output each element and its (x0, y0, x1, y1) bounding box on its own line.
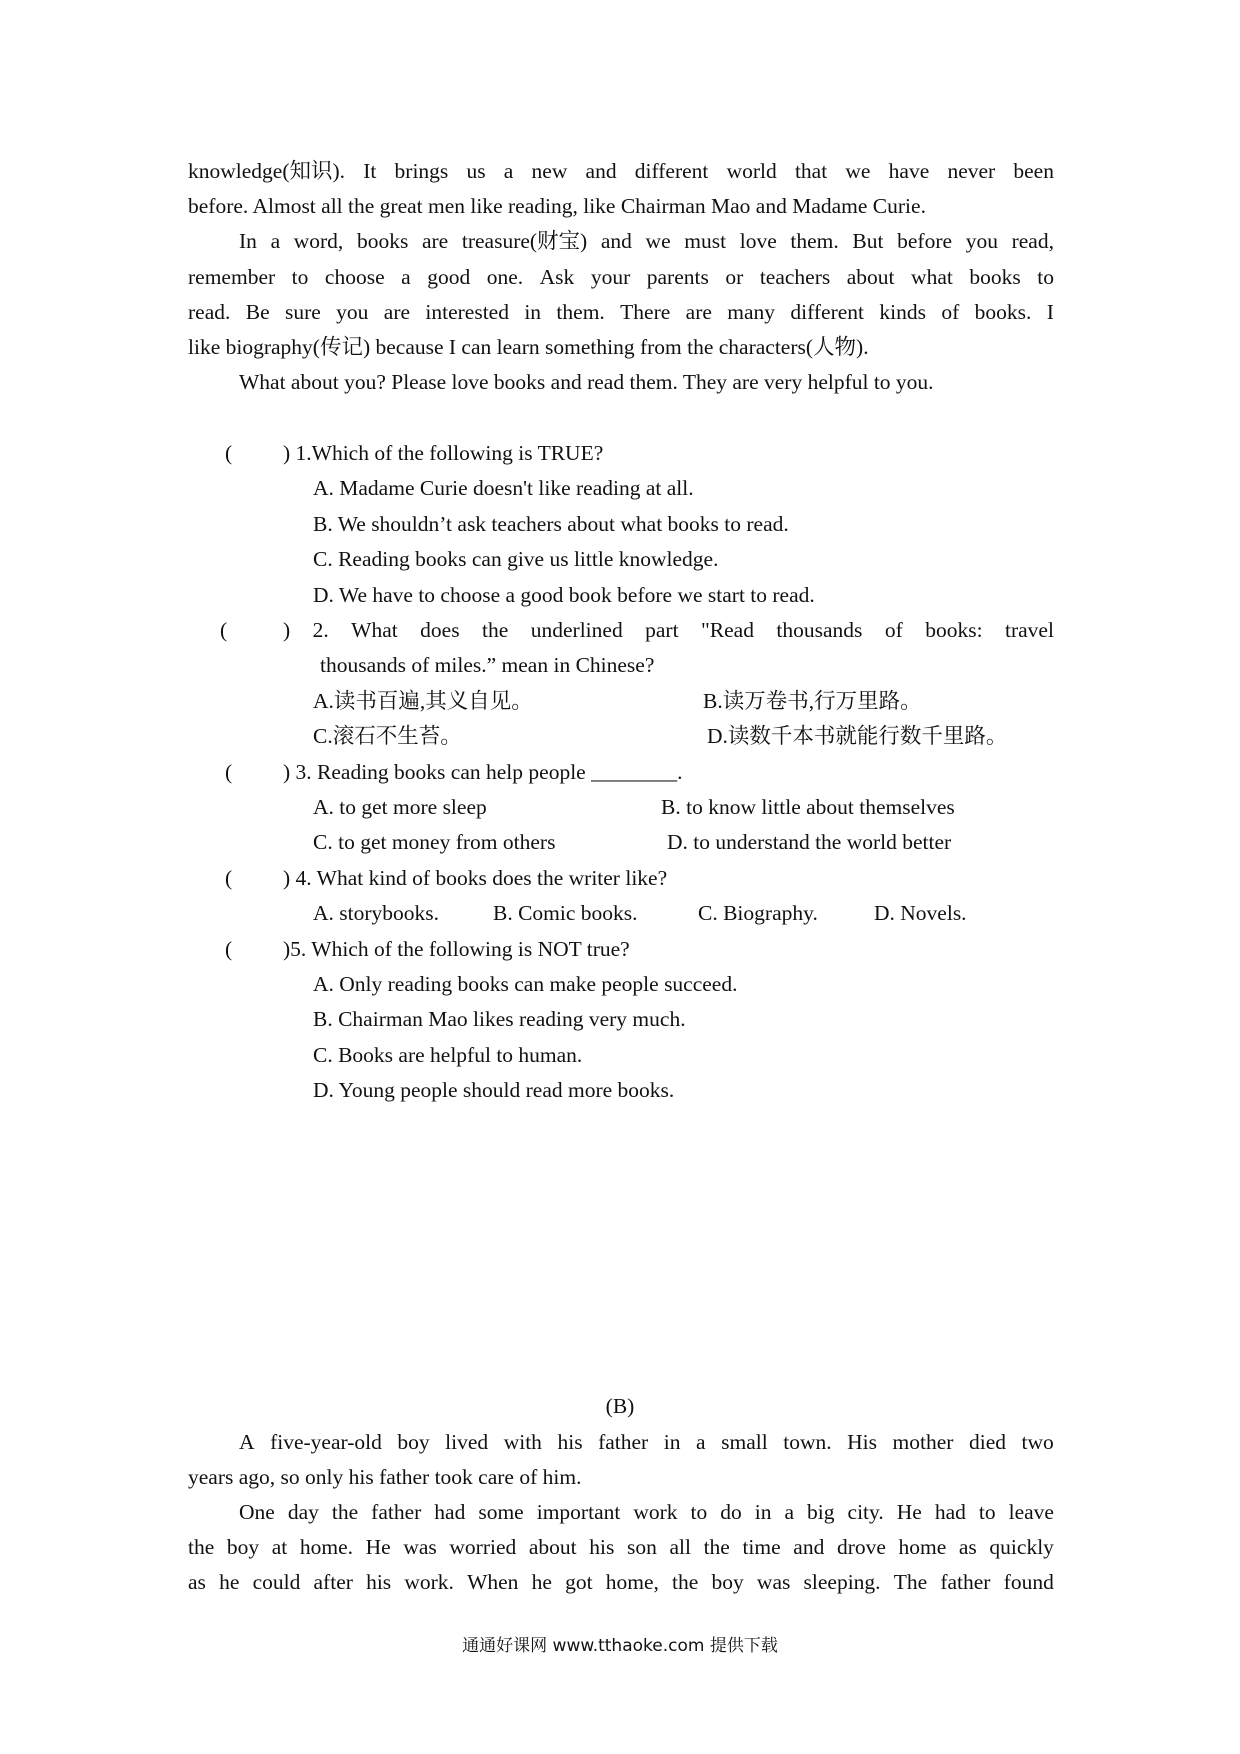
option-a: A. to get more sleep (313, 795, 487, 819)
option-b: B. to know little about themselves (661, 795, 955, 819)
answer-bracket: ( (225, 937, 233, 961)
passage-line: read. Be sure you are interested in them. There are many different kinds of books. I (188, 300, 1054, 324)
question-stem: ) 4. What kind of books does the writer like? (283, 866, 668, 890)
option-a: A. storybooks. (313, 901, 440, 925)
option-b: B. Comic books. (493, 901, 638, 925)
question-stem: thousands of miles.” mean in Chinese? (320, 653, 655, 677)
passage-line: like biography(传记) because I can learn something from the characters(人物). (188, 335, 869, 359)
option-a: A.读书百遍,其义自见。 (313, 689, 533, 713)
option-a: A. Madame Curie doesn't like reading at all. (313, 476, 694, 500)
passage-line: as he could after his work. When he got home, the boy was sleeping. The father found (188, 1570, 1054, 1594)
passage-line: In a word, books are treasure(财宝) and we must love them. But before you read, (239, 229, 1054, 253)
footer-watermark: 通通好课网 www.tthaoke.com 提供下载 (462, 1636, 778, 1656)
option-b: B. Chairman Mao likes reading very much. (313, 1007, 686, 1031)
option-a: A. Only reading books can make people succeed. (313, 972, 738, 996)
option-d: D. Novels. (874, 901, 967, 925)
passage-line: One day the father had some important work to do in a big city. He had to leave (239, 1500, 1054, 1524)
option-c: C. Biography. (698, 901, 818, 925)
option-c: C. Reading books can give us little knowledge. (313, 547, 719, 571)
answer-bracket: ( (225, 866, 233, 890)
section-heading: (B) (605, 1394, 635, 1418)
passage-line: remember to choose a good one. Ask your parents or teachers about what books to (188, 265, 1054, 289)
option-d: D. We have to choose a good book before we start to read. (313, 583, 815, 607)
passage-line: What about you? Please love books and read them. They are very helpful to you. (239, 370, 934, 394)
question-stem: ) 2. What does the underlined part "Read thousands of books: travel (283, 618, 1054, 642)
option-c: C. Books are helpful to human. (313, 1043, 583, 1067)
answer-bracket: ( (225, 760, 233, 784)
option-c: C.滚石不生苔。 (313, 724, 462, 748)
option-d: D. Young people should read more books. (313, 1078, 675, 1102)
passage-line: the boy at home. He was worried about his son all the time and drove home as quickly (188, 1535, 1054, 1559)
passage-line: years ago, so only his father took care of him. (188, 1465, 582, 1489)
option-c: C. to get money from others (313, 830, 556, 854)
option-b: B. We shouldn’t ask teachers about what books to read. (313, 512, 789, 536)
answer-bracket: ( (225, 441, 233, 465)
option-b: B.读万卷书,行万里路。 (703, 689, 922, 713)
question-stem: ) 1.Which of the following is TRUE? (283, 441, 604, 465)
passage-line: knowledge(知识). It brings us a new and different world that we have never been (188, 159, 1054, 183)
option-d: D. to understand the world better (667, 830, 952, 854)
passage-line: A five-year-old boy lived with his father in a small town. His mother died two (239, 1430, 1054, 1454)
question-stem: )5. Which of the following is NOT true? (283, 937, 630, 961)
question-stem: ) 3. Reading books can help people ________. (283, 760, 683, 784)
answer-bracket: ( (220, 618, 228, 642)
option-d: D.读数千本书就能行数千里路。 (707, 724, 1008, 748)
passage-line: before. Almost all the great men like reading, like Chairman Mao and Madame Curie. (188, 194, 926, 218)
